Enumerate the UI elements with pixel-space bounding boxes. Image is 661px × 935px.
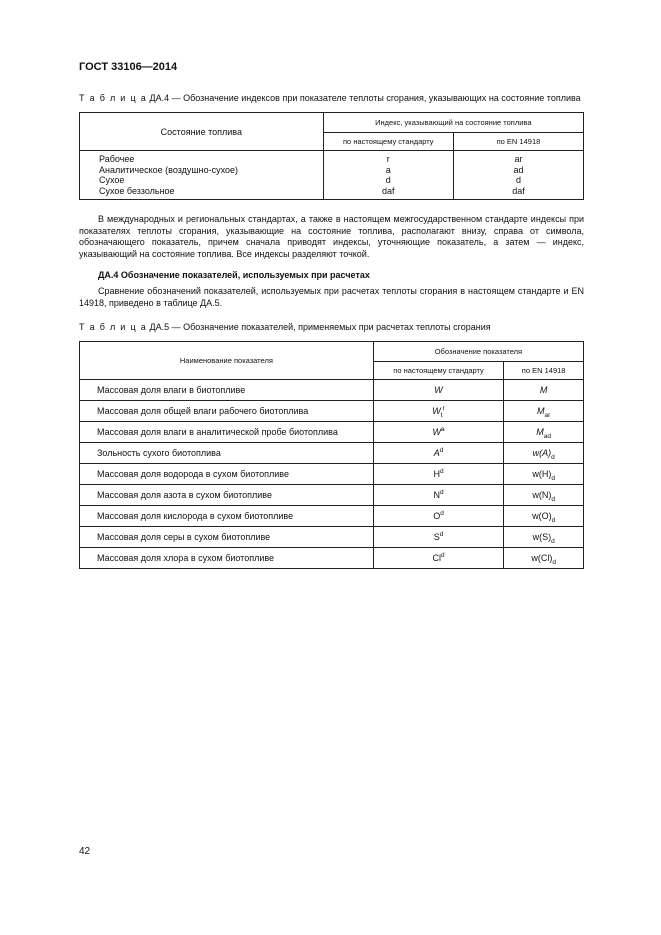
indicator-name: Массовая доля общей влаги рабочего биотоплива (80, 401, 374, 422)
table-da5-caption-text: ДА.5 — Обозначение показателей, применяемых при расчетах теплоты сгорания (147, 322, 491, 332)
table-da5-header-name: Наименование показателя (80, 342, 374, 380)
table-da4-state: Рабочее (99, 154, 135, 164)
table-da4-caption (79, 93, 581, 103)
symbol-en14918-base: w(N) (532, 490, 552, 500)
paragraph-indices (79, 214, 584, 260)
symbol-en14918 (504, 548, 584, 569)
symbol-standard-base: H (433, 469, 440, 479)
paragraph-comparison-text: Сравнение обозначений показателей, используемых при расчетах теплоты сгорания в настоящем стандарте и EN 14918, приведено в таблице ДА.5. (79, 286, 584, 308)
table-da4-std-index: r (386, 154, 390, 164)
symbol-standard-superscript: d (439, 531, 444, 538)
table-da5-body (80, 380, 584, 569)
symbol-en14918-base: w(A) (532, 448, 552, 458)
table-row (80, 506, 584, 527)
symbol-standard-base: W (432, 427, 441, 437)
symbol-standard-base: O (433, 511, 441, 521)
symbol-standard-base: W (432, 406, 441, 416)
symbol-standard (373, 401, 504, 422)
symbol-standard-base: S (433, 532, 440, 542)
table-row (80, 401, 584, 422)
table-row (80, 485, 584, 506)
symbol-en14918-subscript: ad (543, 432, 551, 440)
symbol-en14918-subscript: d (552, 558, 556, 566)
table-row (80, 548, 584, 569)
table-da4-std-index: a (385, 164, 391, 175)
table-da4-caption-text: ДА.4 — Обозначение индексов при показателе теплоты сгорания, указывающих на состояние топлива (147, 93, 581, 103)
indicator-name: Массовая доля азота в сухом биотопливе (80, 485, 374, 506)
table-da4-states-cell (80, 151, 324, 200)
symbol-en14918 (504, 527, 584, 548)
indicator-name: Массовая доля влаги в биотопливе (80, 380, 374, 401)
paragraph-comparison (79, 286, 584, 309)
table-da5 (79, 341, 584, 569)
table-row (80, 464, 584, 485)
section-heading: ДА.4 Обозначение показателей, используемых при расчетах (98, 270, 370, 280)
symbol-standard (373, 443, 504, 464)
symbol-en14918 (504, 401, 584, 422)
symbol-standard-superscript: d (440, 552, 445, 559)
symbol-standard-subscript: t (440, 411, 443, 419)
table-da4-header-std: по настоящему стандарту (323, 133, 453, 151)
symbol-standard (373, 464, 504, 485)
symbol-en14918-base: w(Cl) (531, 553, 553, 563)
symbol-standard-base: W (434, 385, 443, 395)
table-da4-caption-prefix: Т а б л и ц а (79, 93, 147, 103)
symbol-en14918-subscript: ar (544, 411, 551, 419)
symbol-standard (373, 548, 504, 569)
symbol-en14918 (504, 443, 584, 464)
symbol-en14918 (504, 506, 584, 527)
table-da4-state: Аналитическое (воздушно-сухое) (99, 164, 239, 175)
indicator-name: Массовая доля серы в сухом биотопливе (80, 527, 374, 548)
indicator-name: Зольность сухого биотоплива (80, 443, 374, 464)
symbol-standard-base: N (433, 490, 440, 500)
indicator-name: Массовая доля хлора в сухом биотопливе (80, 548, 374, 569)
symbol-standard-superscript: d (439, 489, 444, 496)
indicator-name: Массовая доля кислорода в сухом биотопливе (80, 506, 374, 527)
indicator-name: Массовая доля водорода в сухом биотопливе (80, 464, 374, 485)
symbol-en14918 (504, 380, 584, 401)
table-da5-header-group: Обозначение показателя (373, 342, 583, 362)
table-da4-header-state: Состояние топлива (80, 113, 324, 151)
symbol-standard-superscript: d (439, 468, 444, 475)
document-code: ГОСТ 33106—2014 (79, 61, 178, 73)
symbol-en14918-base: w(H) (532, 469, 552, 479)
table-da5-caption (79, 322, 491, 332)
table-da4-state: Сухое (99, 175, 125, 185)
symbol-standard-superscript: d (439, 447, 444, 454)
symbol-en14918-base: w(S) (532, 532, 552, 542)
symbol-standard (373, 506, 504, 527)
symbol-standard-superscript: a (440, 426, 445, 433)
table-da4-header-group: Индекс, указывающий на состояние топлива (323, 113, 583, 133)
indicator-name: Массовая доля влаги в аналитической пробе биотоплива (80, 422, 374, 443)
table-row (80, 527, 584, 548)
symbol-standard-base: A (433, 448, 440, 458)
symbol-en14918-subscript: d (551, 495, 555, 503)
table-da4-en-cell (453, 151, 583, 200)
table-da5-header-en: по EN 14918 (504, 362, 584, 380)
symbol-standard-superscript: d (440, 510, 444, 517)
symbol-en14918-subscript: d (551, 453, 555, 461)
table-da4-en-index: ar (514, 154, 523, 164)
symbol-en14918 (504, 485, 584, 506)
paragraph-indices-text: В международных и региональных стандартах, а также в настоящем межгосударственном стандарте индексы при показателях теплоты сгорания, указывающие на состояние топлива, располагают внизу, справа от символа, обозначающего показатель, причем сначала приводят индексы, уточняющие показатель, а затем — индекс, указывающий на состояние топлива. Все индексы разделяют точкой. (79, 214, 584, 259)
symbol-standard (373, 485, 504, 506)
table-da4-std-cell (323, 151, 453, 200)
table-da4-std-index: d (385, 175, 391, 185)
symbol-en14918-base: M (539, 385, 548, 395)
symbol-standard-base: Cl (432, 553, 441, 563)
table-da4 (79, 112, 584, 200)
table-da4-header-en: по EN 14918 (453, 133, 583, 151)
symbol-standard (373, 422, 504, 443)
symbol-standard (373, 527, 504, 548)
table-da5-caption-prefix: Т а б л и ц а (79, 322, 147, 332)
symbol-en14918-base: w(O) (532, 511, 552, 521)
table-da4-state: Сухое беззольное (99, 185, 175, 196)
table-row (80, 422, 584, 443)
table-da4-en-index: daf (512, 185, 525, 196)
symbol-en14918-base: M (537, 406, 545, 416)
symbol-en14918-subscript: d (551, 516, 556, 524)
symbol-standard-superscript: r (442, 405, 445, 412)
table-da4-std-index: daf (382, 185, 395, 196)
symbol-en14918-subscript: d (551, 474, 555, 482)
table-da4-en-index: ad (513, 164, 524, 175)
table-row (80, 443, 584, 464)
symbol-en14918 (504, 464, 584, 485)
symbol-standard (373, 380, 504, 401)
symbol-en14918 (504, 422, 584, 443)
page-number: 42 (79, 846, 91, 857)
table-row (80, 380, 584, 401)
table-da5-header-std: по настоящему стандарту (373, 362, 504, 380)
table-da4-en-index: d (515, 175, 521, 185)
symbol-en14918-subscript: d (551, 537, 555, 545)
symbol-en14918-base: M (536, 427, 544, 437)
